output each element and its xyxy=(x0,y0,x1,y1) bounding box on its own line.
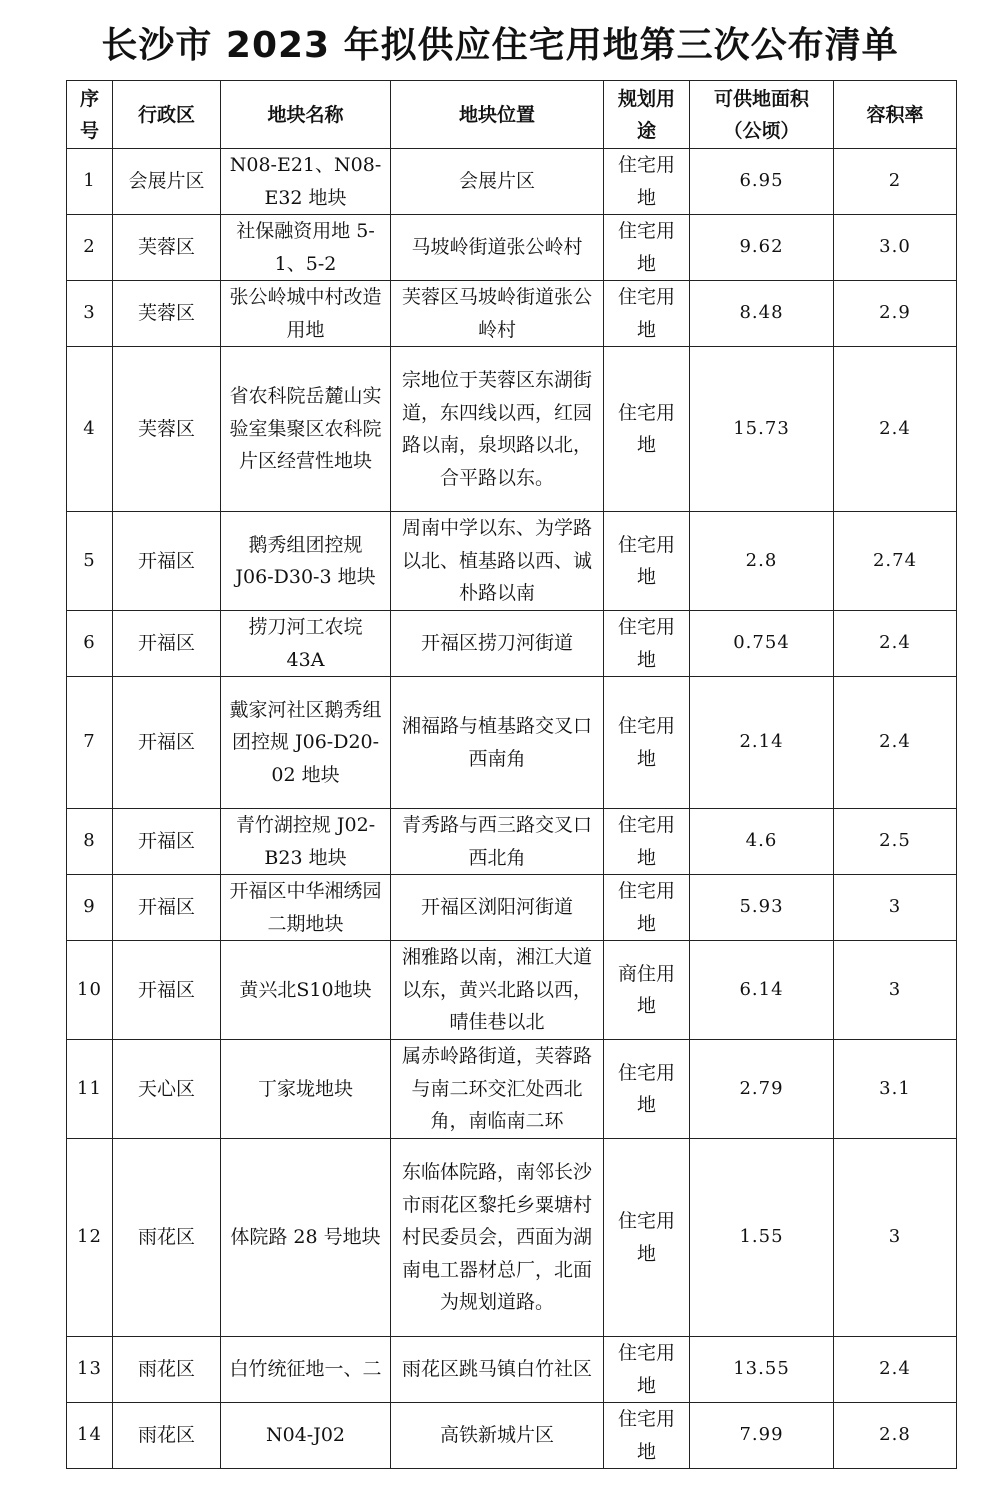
table-row xyxy=(67,1403,957,1469)
cell-planned-use: 住宅用地 xyxy=(604,512,690,611)
cell-area: 8.48 xyxy=(690,281,834,347)
cell-no: 9 xyxy=(67,875,113,941)
cell-parcel-location: 湘雅路以南，湘江大道以东，黄兴北路以西，晴佳巷以北 xyxy=(391,941,604,1040)
column-header-planned-use: 规划用途 xyxy=(604,81,690,149)
cell-district: 雨花区 xyxy=(113,1139,221,1337)
cell-parcel-location: 宗地位于芙蓉区东湖街道，东四线以西，红园路以南，泉坝路以北，合平路以东。 xyxy=(391,347,604,512)
cell-parcel-location: 开福区捞刀河街道 xyxy=(391,611,604,677)
cell-parcel-location: 湘福路与植基路交叉口西南角 xyxy=(391,677,604,809)
cell-parcel-name: N04-J02 xyxy=(221,1403,391,1469)
cell-plot-ratio: 3.0 xyxy=(834,215,957,281)
cell-planned-use: 住宅用地 xyxy=(604,1403,690,1469)
table-header-row xyxy=(67,81,957,149)
cell-area: 13.55 xyxy=(690,1337,834,1403)
column-header-district: 行政区 xyxy=(113,81,221,149)
table-row xyxy=(67,281,957,347)
cell-parcel-name: 黄兴北S10地块 xyxy=(221,941,391,1040)
cell-area: 2.14 xyxy=(690,677,834,809)
cell-parcel-name: 戴家河社区鹅秀组团控规 J06-D20-02 地块 xyxy=(221,677,391,809)
cell-parcel-location: 会展片区 xyxy=(391,149,604,215)
table-row xyxy=(67,215,957,281)
cell-parcel-location: 青秀路与西三路交叉口西北角 xyxy=(391,809,604,875)
cell-parcel-name: 鹅秀组团控规 J06-D30-3 地块 xyxy=(221,512,391,611)
cell-plot-ratio: 2.4 xyxy=(834,347,957,512)
cell-parcel-name: 省农科院岳麓山实验室集聚区农科院片区经营性地块 xyxy=(221,347,391,512)
table-row xyxy=(67,1040,957,1139)
table-row xyxy=(67,347,957,512)
table-row xyxy=(67,611,957,677)
cell-district: 天心区 xyxy=(113,1040,221,1139)
cell-area: 9.62 xyxy=(690,215,834,281)
table-row xyxy=(67,875,957,941)
cell-district: 芙蓉区 xyxy=(113,347,221,512)
cell-no: 12 xyxy=(67,1139,113,1337)
cell-planned-use: 住宅用地 xyxy=(604,1040,690,1139)
cell-planned-use: 商住用地 xyxy=(604,941,690,1040)
cell-parcel-location: 马坡岭街道张公岭村 xyxy=(391,215,604,281)
cell-planned-use: 住宅用地 xyxy=(604,347,690,512)
cell-parcel-name: 捞刀河工农垸 43A xyxy=(221,611,391,677)
cell-planned-use: 住宅用地 xyxy=(604,281,690,347)
cell-plot-ratio: 2.74 xyxy=(834,512,957,611)
cell-plot-ratio: 2.4 xyxy=(834,1337,957,1403)
cell-area: 2.79 xyxy=(690,1040,834,1139)
cell-district: 会展片区 xyxy=(113,149,221,215)
table-row xyxy=(67,1337,957,1403)
cell-area: 5.93 xyxy=(690,875,834,941)
cell-plot-ratio: 3 xyxy=(834,941,957,1040)
cell-planned-use: 住宅用地 xyxy=(604,875,690,941)
table-row xyxy=(67,941,957,1040)
column-header-no: 序号 xyxy=(67,81,113,149)
cell-parcel-name: 社保融资用地 5-1、5-2 xyxy=(221,215,391,281)
cell-district: 开福区 xyxy=(113,875,221,941)
cell-no: 1 xyxy=(67,149,113,215)
column-header-plot-ratio: 容积率 xyxy=(834,81,957,149)
column-header-parcel-location: 地块位置 xyxy=(391,81,604,149)
cell-no: 7 xyxy=(67,677,113,809)
cell-plot-ratio: 3.1 xyxy=(834,1040,957,1139)
cell-parcel-name: 丁家垅地块 xyxy=(221,1040,391,1139)
cell-parcel-name: 开福区中华湘绣园二期地块 xyxy=(221,875,391,941)
cell-plot-ratio: 2.5 xyxy=(834,809,957,875)
cell-parcel-location: 芙蓉区马坡岭街道张公岭村 xyxy=(391,281,604,347)
cell-parcel-name: N08-E21、N08-E32 地块 xyxy=(221,149,391,215)
cell-area: 4.6 xyxy=(690,809,834,875)
cell-no: 5 xyxy=(67,512,113,611)
cell-no: 4 xyxy=(67,347,113,512)
cell-planned-use: 住宅用地 xyxy=(604,1139,690,1337)
cell-no: 2 xyxy=(67,215,113,281)
cell-plot-ratio: 3 xyxy=(834,1139,957,1337)
cell-planned-use: 住宅用地 xyxy=(604,1337,690,1403)
cell-area: 0.754 xyxy=(690,611,834,677)
page-title: 长沙市 2023 年拟供应住宅用地第三次公布清单 xyxy=(101,25,899,66)
cell-parcel-name: 张公岭城中村改造用地 xyxy=(221,281,391,347)
cell-district: 开福区 xyxy=(113,677,221,809)
cell-planned-use: 住宅用地 xyxy=(604,809,690,875)
cell-plot-ratio: 2 xyxy=(834,149,957,215)
table-row xyxy=(67,677,957,809)
cell-area: 15.73 xyxy=(690,347,834,512)
cell-planned-use: 住宅用地 xyxy=(604,611,690,677)
table-row xyxy=(67,1139,957,1337)
cell-parcel-name: 青竹湖控规 J02-B23 地块 xyxy=(221,809,391,875)
cell-parcel-location: 属赤岭路街道，芙蓉路与南二环交汇处西北角，南临南二环 xyxy=(391,1040,604,1139)
table-row xyxy=(67,809,957,875)
cell-area: 2.8 xyxy=(690,512,834,611)
cell-parcel-name: 体院路 28 号地块 xyxy=(221,1139,391,1337)
cell-no: 13 xyxy=(67,1337,113,1403)
table-row xyxy=(67,512,957,611)
cell-no: 3 xyxy=(67,281,113,347)
cell-parcel-location: 开福区浏阳河街道 xyxy=(391,875,604,941)
cell-district: 芙蓉区 xyxy=(113,281,221,347)
cell-no: 6 xyxy=(67,611,113,677)
land-supply-table xyxy=(66,80,957,1469)
column-header-parcel-name: 地块名称 xyxy=(221,81,391,149)
cell-district: 开福区 xyxy=(113,611,221,677)
cell-plot-ratio: 2.4 xyxy=(834,677,957,809)
cell-area: 6.95 xyxy=(690,149,834,215)
cell-planned-use: 住宅用地 xyxy=(604,215,690,281)
cell-district: 雨花区 xyxy=(113,1403,221,1469)
cell-plot-ratio: 2.4 xyxy=(834,611,957,677)
cell-no: 11 xyxy=(67,1040,113,1139)
cell-no: 10 xyxy=(67,941,113,1040)
cell-area: 6.14 xyxy=(690,941,834,1040)
cell-parcel-location: 雨花区跳马镇白竹社区 xyxy=(391,1337,604,1403)
cell-district: 雨花区 xyxy=(113,1337,221,1403)
cell-planned-use: 住宅用地 xyxy=(604,677,690,809)
cell-district: 芙蓉区 xyxy=(113,215,221,281)
cell-parcel-location: 东临体院路，南邻长沙市雨花区黎托乡粟塘村村民委员会，西面为湖南电工器材总厂，北面为规划道路。 xyxy=(391,1139,604,1337)
cell-area: 1.55 xyxy=(690,1139,834,1337)
cell-no: 8 xyxy=(67,809,113,875)
cell-district: 开福区 xyxy=(113,941,221,1040)
table-body xyxy=(67,149,957,1469)
cell-plot-ratio: 2.8 xyxy=(834,1403,957,1469)
cell-planned-use: 住宅用地 xyxy=(604,149,690,215)
cell-parcel-name: 白竹统征地一、二 xyxy=(221,1337,391,1403)
cell-parcel-location: 高铁新城片区 xyxy=(391,1403,604,1469)
column-header-area: 可供地面积（公顷） xyxy=(690,81,834,149)
cell-district: 开福区 xyxy=(113,512,221,611)
cell-no: 14 xyxy=(67,1403,113,1469)
cell-district: 开福区 xyxy=(113,809,221,875)
cell-plot-ratio: 3 xyxy=(834,875,957,941)
cell-plot-ratio: 2.9 xyxy=(834,281,957,347)
table-row xyxy=(67,149,957,215)
cell-area: 7.99 xyxy=(690,1403,834,1469)
cell-parcel-location: 周南中学以东、为学路以北、植基路以西、诚朴路以南 xyxy=(391,512,604,611)
